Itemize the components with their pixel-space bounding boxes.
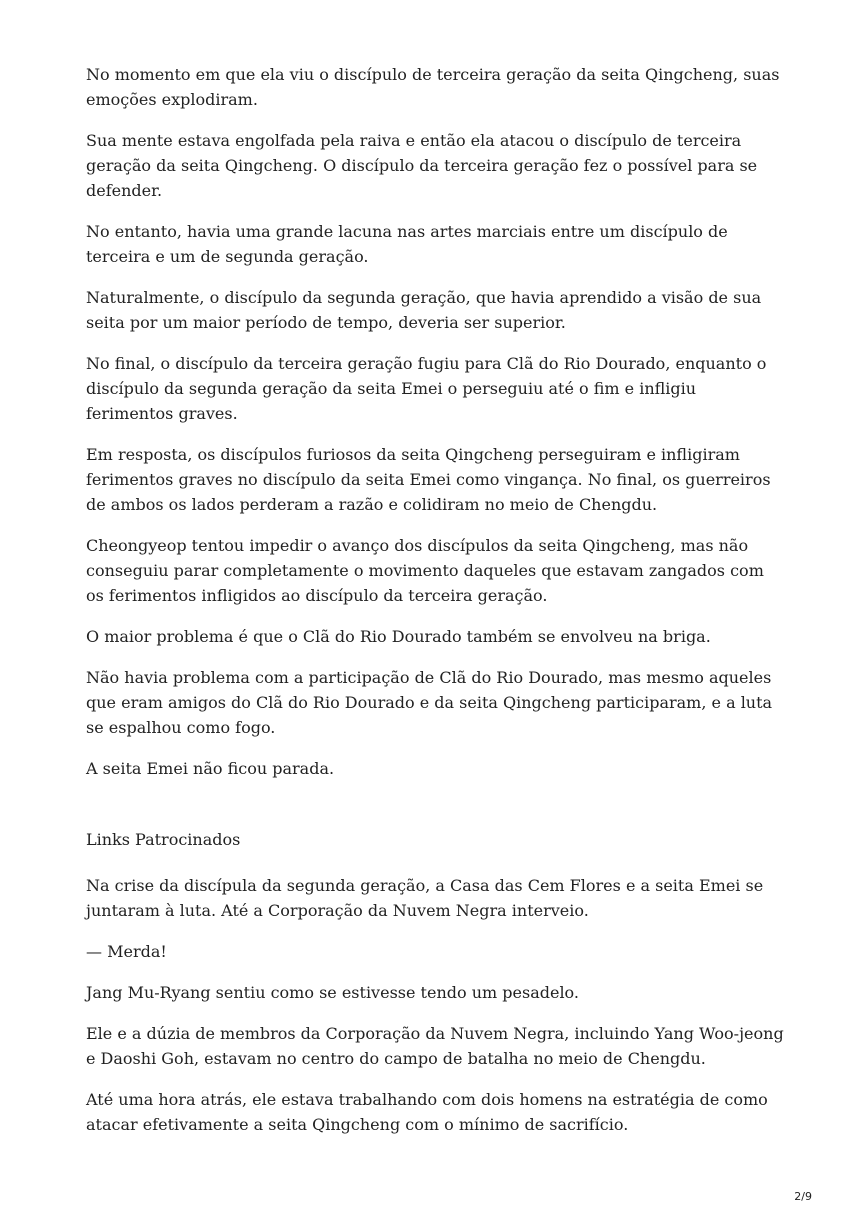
section-spacer (86, 797, 786, 827)
paragraph: Jang Mu-Ryang sentiu como se estivesse tendo um pesadelo. (86, 983, 579, 1002)
paragraph: O maior problema é que o Clã do Rio Dourado também se envolveu na briga. (86, 627, 711, 646)
page-number: 2/9 (794, 1190, 812, 1203)
paragraph: Não havia problema com a participação de Clã do Rio Dourado, mas mesmo aqueles que eram amigos do Clã do Rio Dourado e da seita Qingcheng participaram, e a luta se espalhou como fogo. (86, 668, 773, 737)
paragraph: Cheongyeop tentou impedir o avanço dos discípulos da seita Qingcheng, mas não conseguiu parar completamente o movimento daqueles que estavam zangados com os ferimentos infligidos ao discípulo da terceira geração. (86, 536, 764, 605)
document-page (86, 62, 786, 1153)
paragraph: Naturalmente, o discípulo da segunda geração, que havia aprendido a visão de sua seita por um maior período de tempo, deveria ser superior. (86, 288, 762, 332)
paragraph: No final, o discípulo da terceira geração fugiu para Clã do Rio Dourado, enquanto o discípulo da segunda geração da seita Emei o perseguiu até o fim e infligiu ferimentos graves. (86, 354, 767, 423)
paragraph: — Merda! (86, 942, 167, 961)
paragraph: A seita Emei não ficou parada. (86, 759, 335, 778)
paragraph: Sua mente estava engolfada pela raiva e então ela atacou o discípulo de terceira geração da seita Qingcheng. O discípulo da terceira geração fez o possível para se defender. (86, 131, 758, 200)
paragraph: Na crise da discípula da segunda geração, a Casa das Cem Flores e a seita Emei se juntaram à luta. Até a Corporação da Nuvem Negra interveio. (86, 876, 764, 920)
paragraph: No momento em que ela viu o discípulo de terceira geração da seita Qingcheng, suas emoções explodiram. (86, 65, 780, 109)
paragraph: Ele e a dúzia de membros da Corporação da Nuvem Negra, incluindo Yang Woo-jeong e Daoshi Goh, estavam no centro do campo de batalha no meio de Chengdu. (86, 1024, 784, 1068)
paragraph: No entanto, havia uma grande lacuna nas artes marciais entre um discípulo de terceira e um de segunda geração. (86, 222, 728, 266)
paragraph: Até uma hora atrás, ele estava trabalhando com dois homens na estratégia de como atacar efetivamente a seita Qingcheng com o mínimo de sacrifício. (86, 1090, 768, 1134)
paragraph: Em resposta, os discípulos furiosos da seita Qingcheng perseguiram e infligiram ferimentos graves no discípulo da seita Emei como vingança. No final, os guerreiros de ambos os lados perderam a razão e colidiram no meio de Chengdu. (86, 445, 771, 514)
sponsored-links-label: Links Patrocinados (86, 830, 241, 849)
